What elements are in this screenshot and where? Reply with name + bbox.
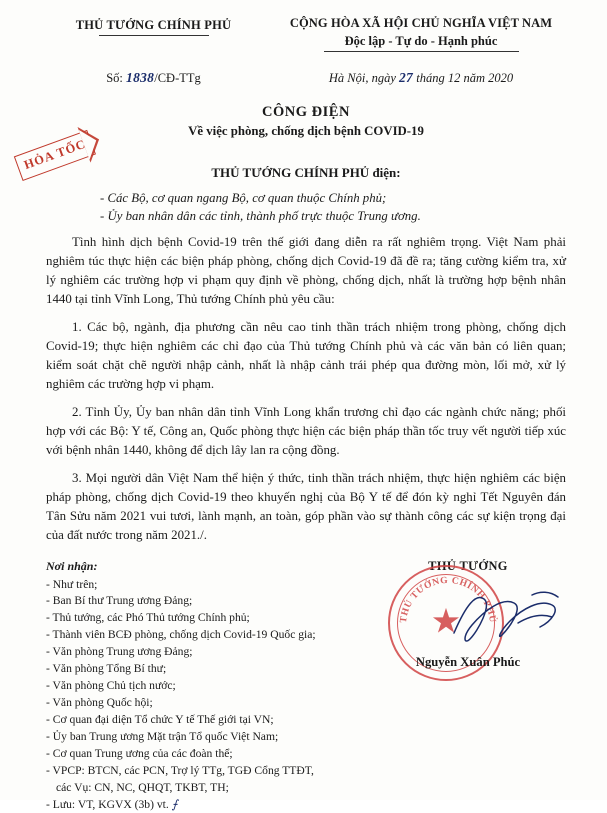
recipient-item: - Văn phòng Quốc hội; <box>46 695 153 709</box>
recipient-item-last <box>46 797 366 813</box>
recipient-item: - Văn phòng Chủ tịch nước; <box>46 679 176 693</box>
seal-star-icon: ★ <box>430 602 462 640</box>
recipient-item: - VPCP: BTCN, các PCN, Trợ lý TTg, TGĐ Cổng TTĐT, <box>46 763 314 777</box>
signer-role: THỦ TƯỚNG <box>428 558 508 573</box>
paragraph-item-1: 1. Các bộ, ngành, địa phương cần nêu cao tinh thần trách nhiệm trong phòng, chống dịch Covid-19; thực hiện nghiêm các chỉ đạo của Thủ tướng Chính phủ và các văn bản có liên quan; kiểm soát chặt chẽ người nhập cảnh, nhất là nhập cảnh trái phép qua đường mòn, lối mở, xử lý nghiêm các trường hợp vi phạm. <box>46 319 566 391</box>
doc-month: 12 <box>447 71 461 85</box>
document-subtitle: Về việc phòng, chống dịch bệnh COVID-19 <box>188 124 424 138</box>
issuing-authority: THỦ TƯỚNG CHÍNH PHỦ <box>75 18 232 32</box>
recipient-item: - Ủy ban Trung ương Mặt trận Tổ quốc Việt Nam; <box>46 729 279 743</box>
national-heading-block <box>276 16 566 52</box>
header-divider-left <box>99 35 209 36</box>
doc-year-label: năm <box>463 71 485 85</box>
doc-number-prefix: Số: <box>106 71 123 85</box>
document-body <box>46 16 566 813</box>
issuing-authority-block <box>46 16 261 36</box>
document-footer <box>46 559 566 813</box>
paragraph-item-3: 3. Mọi người dân Việt Nam thể hiện ý thức, tinh thần trách nhiệm, thực hiện nghiêm các biện pháp phòng, chống dịch Covid-19 theo khuyến nghị của Bộ Y tế để đón kỳ nghỉ Tết Nguyên đán Tân Sửu năm 2021 vui tươi, lành mạnh, an toàn, góp phần vào sự thành công các sự kiện trọng đại của đất nước trong năm 2021./. <box>46 470 566 542</box>
initial-mark: ⨍ <box>171 797 178 811</box>
doc-month-label: tháng <box>416 71 445 85</box>
addressee-item: - Các Bộ, cơ quan ngang Bộ, cơ quan thuộc Chính phủ; <box>100 191 387 205</box>
doc-number-block <box>46 70 261 86</box>
paragraph-intro: Tình hình dịch bệnh Covid-19 trên thế giới đang diễn ra rất nghiêm trọng. Việt Nam phải nghiêm túc thực hiện các biện pháp phòng, chống dịch Covid-19 đã đề ra; tăng cường kiểm tra, xử lý nghiêm các trường hợp vi phạm quy định về phòng, chống dịch, nhất là trường hợp bệnh nhân 1440 tại tỉnh Vĩnh Long, Thủ tướng Chính phủ yêu cầu: <box>46 235 566 306</box>
national-motto: Độc lập - Tự do - Hạnh phúc <box>344 34 498 48</box>
recipient-item: - Như trên; <box>46 577 98 591</box>
addressee-list <box>46 191 566 224</box>
national-title: CỘNG HÒA XÃ HỘI CHỦ NGHĨA VIỆT NAM <box>289 16 553 30</box>
document-header <box>46 16 566 52</box>
recipient-item: - Thủ tướng, các Phó Thủ tướng Chính phủ; <box>46 611 250 625</box>
recipient-item-last-text: - Lưu: VT, KGVX (3b) vt. <box>46 797 169 811</box>
doc-day-handwritten: 27 <box>399 70 414 85</box>
signature-block <box>370 559 566 739</box>
paragraph-item-2: 2. Tỉnh Ủy, Ủy ban nhân dân tỉnh Vĩnh Long khẩn trương chỉ đạo các ngành chức năng; phối hợp với các Bộ: Y tế, Công an, Quốc phòng thực hiện các biện pháp thần tốc truy vết người tiếp xúc với bệnh nhân 1440, không để dịch lây lan ra cộng đồng. <box>46 404 566 457</box>
recipient-heading: THỦ TƯỚNG CHÍNH PHỦ điện: <box>211 165 401 180</box>
recipient-item: - Thành viên BCĐ phòng, chống dịch Covid-19 Quốc gia; <box>46 628 316 642</box>
recipients-list-block <box>46 559 366 813</box>
doc-year: 2020 <box>488 71 514 85</box>
recipient-subitem: các Vụ: CN, NC, QHQT, TKBT, TH; <box>56 780 229 794</box>
recipient-item: - Văn phòng Trung ương Đảng; <box>46 645 193 659</box>
doc-date-block <box>276 70 566 86</box>
header-divider-right <box>324 51 519 52</box>
urgent-stamp-label: HỎA TỐC <box>22 136 88 173</box>
doc-number-suffix: /CĐ-TTg <box>154 71 201 85</box>
recipient-item: - Ban Bí thư Trung ương Đảng; <box>46 594 193 608</box>
doc-number-handwritten: 1838 <box>126 70 155 85</box>
document-title-block <box>46 104 566 139</box>
recipient-item: - Văn phòng Tổng Bí thư; <box>46 662 167 676</box>
document-title: CÔNG ĐIỆN <box>262 104 350 120</box>
doc-place: Hà Nội, ngày <box>328 71 396 85</box>
recipients-heading: Nơi nhận: <box>46 558 98 573</box>
addressee-item: - Ủy ban nhân dân các tỉnh, thành phố trực thuộc Trung ương. <box>100 209 421 223</box>
signer-name: Nguyễn Xuân Phúc <box>415 654 521 669</box>
doc-meta-line <box>46 70 566 86</box>
recipient-item: - Cơ quan đại diện Tổ chức Y tế Thế giới tại VN; <box>46 712 274 726</box>
svg-text:THỦ TƯỚNG CHÍNH PHỦ: THỦ TƯỚNG CHÍNH PHỦ <box>397 574 499 624</box>
recipient-item: - Cơ quan Trung ương của các đoàn thể; <box>46 746 233 760</box>
